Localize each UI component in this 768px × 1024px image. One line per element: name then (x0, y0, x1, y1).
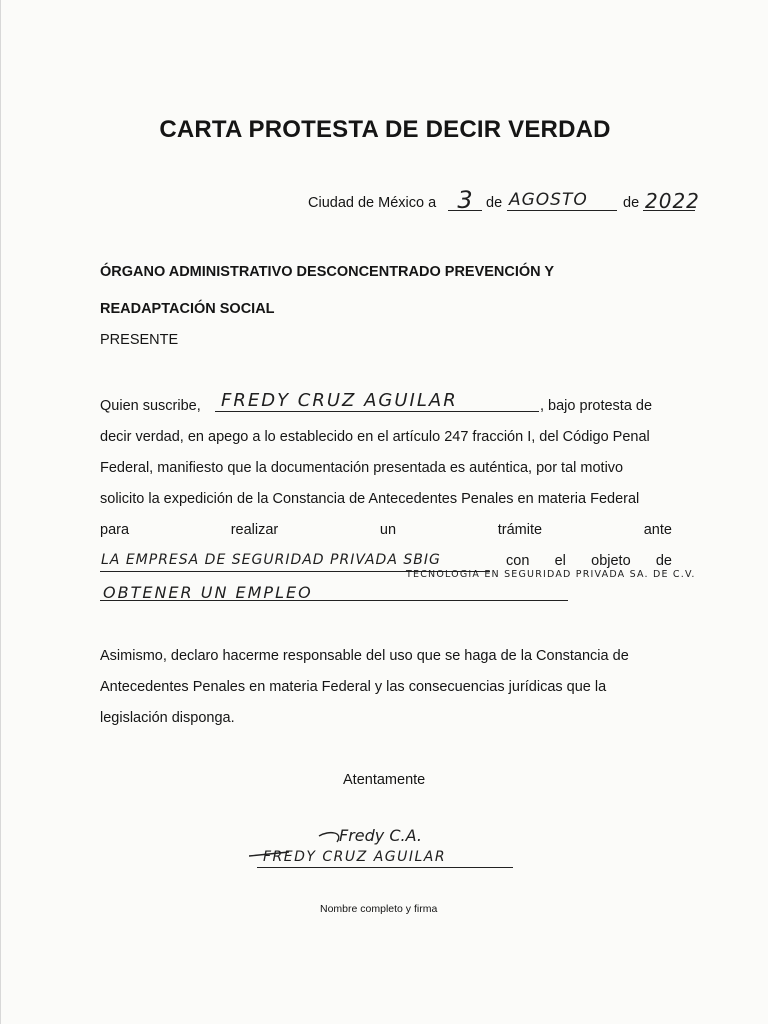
handwritten-purpose: OBTENER UN EMPLEO (103, 583, 313, 602)
date-day: 3 (457, 186, 473, 214)
body-quien-suscribe: Quien suscribe, (100, 398, 201, 414)
paragraph2-line-3: legislación disponga. (100, 710, 235, 726)
body-line-2: decir verdad, en apego a lo establecido en el artículo 247 fracción I, del Código Penal (100, 429, 650, 445)
recipient-line-2: READAPTACIÓN SOCIAL (100, 301, 275, 317)
word-ante: ante (643, 522, 672, 538)
closing-atentamente: Atentamente (343, 772, 426, 788)
month-underline (507, 210, 617, 211)
day-underline (448, 210, 482, 211)
signature-underline (257, 867, 513, 868)
body-line-4: solicito la expedición de la Constancia de Antecedentes Penales en materia Federal (100, 491, 640, 507)
word-con: con (506, 553, 530, 569)
body-line-5 (100, 522, 672, 538)
word-para: para (100, 522, 130, 538)
document-title: CARTA PROTESTA DE DECIR VERDAD (159, 116, 611, 143)
word-objeto: objeto (591, 553, 631, 569)
handwritten-signature: Fredy C.A. (339, 826, 422, 845)
purpose-underline (100, 600, 568, 601)
date-de-1: de (486, 195, 503, 211)
handwritten-company-continuation: TECNOLOGIA EN SEGURIDAD PRIVADA SA. DE C.V. (406, 569, 696, 580)
recipient-presente: PRESENTE (100, 332, 179, 348)
paragraph2-line-2: Antecedentes Penales en materia Federal y las consecuencias jurídicas que la (100, 679, 607, 695)
con-el-objeto-de (506, 553, 672, 569)
date-de-2: de (623, 195, 640, 211)
name-underline (215, 411, 539, 412)
paragraph2-line-1: Asimismo, declaro hacerme responsable del uso que se haga de la Constancia de (100, 648, 629, 664)
date-month: AGOSTO (509, 190, 588, 210)
year-underline (643, 210, 695, 211)
word-un: un (379, 522, 397, 538)
city-prefix: Ciudad de México a (308, 195, 437, 211)
handwritten-company: LA EMPRESA DE SEGURIDAD PRIVADA SBIG (101, 552, 441, 568)
recipient-line-1: ÓRGANO ADMINISTRATIVO DESCONCENTRADO PREVENCIÓN Y (100, 264, 555, 280)
body-line-3: Federal, manifiesto que la documentación presentada es auténtica, por tal motivo (100, 460, 624, 476)
handwritten-signer-name: FREDY CRUZ AGUILAR (263, 849, 447, 865)
word-tramite: trámite (497, 522, 543, 538)
date-year: 2022 (645, 189, 700, 213)
word-el: el (554, 553, 566, 569)
word-de: de (655, 553, 672, 569)
word-realizar: realizar (230, 522, 279, 538)
body-bajo-protesta: , bajo protesta de (540, 398, 653, 414)
handwritten-name: FREDY CRUZ AGUILAR (221, 390, 458, 411)
signature-caption: Nombre completo y firma (320, 903, 438, 915)
